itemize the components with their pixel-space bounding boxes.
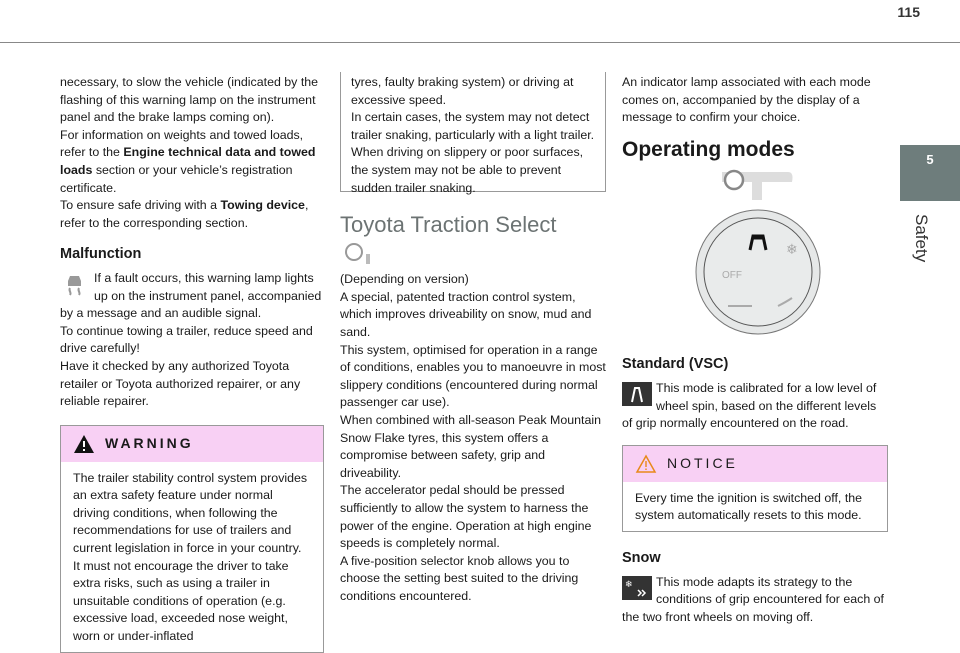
paragraph: A five-position selector knob allows you to choose the setting best suited to the driving conditions encountered. (340, 553, 579, 603)
section-heading: Operating modes (622, 137, 795, 161)
paragraph: If a fault occurs, this warning lamp lights up on the instrument panel, accompanied by a message and an audible signal. (60, 270, 322, 321)
paragraph: This mode is calibrated for a low level of wheel spin, based on the different levels of grip normally encountered on the road. (622, 380, 877, 431)
svg-text:❄: ❄ (625, 578, 633, 589)
paragraph: An indicator lamp associated with each mode comes on, accompanied by the display of a message to confirm your choice. (622, 75, 871, 125)
paragraph: When combined with all-season Peak Mountain Snow Flake tyres, this system offers a compromise between safety, grip and driveability. (340, 412, 602, 480)
section-heading: Standard (VSC) (622, 356, 729, 373)
mode-selector-knob[interactable] (694, 208, 822, 336)
warning-title: WARNING (105, 434, 194, 451)
header-divider (0, 42, 960, 43)
chapter-label: Safety (912, 214, 931, 263)
warning-box (60, 425, 324, 653)
warning-triangle-icon (73, 434, 95, 454)
snow-mode-icon: ❄ (786, 241, 798, 258)
section-heading: Malfunction (60, 246, 142, 263)
section-heading: Snow (622, 549, 661, 566)
notice-title: NOTICE (667, 454, 738, 471)
paragraph: Have it checked by any authorized Toyota retailer or Toyota authorized repairer, or any reliable repairer. (60, 358, 301, 409)
snow-mode-icon (622, 576, 652, 600)
notice-box (622, 445, 888, 532)
chapter-tab[interactable]: 5 (900, 145, 960, 201)
paragraph: The accelerator pedal should be pressed sufficiently to allow the system to harness the power of the engine. Operation at high engine speeds is completely normal. (340, 483, 592, 551)
traction-select-icon (340, 242, 374, 266)
column-1 (60, 74, 324, 653)
warning-continued: tyres, faulty braking system) or driving at excessive speed. In certain cases, the system may not detect trailer snaking, particularly with a light trailer. When driving on slippery or poor surfaces, the system may not be able to prevent sudden trailer snaking. (340, 72, 606, 192)
traction-warning-lamp-icon (60, 272, 90, 296)
paragraph: For information on weights and towed loads, refer to the Engine technical data and towed loads section or your vehicle’s registration certificate. (60, 127, 316, 195)
standard-mode-icon (622, 382, 652, 406)
section-heading: Toyota Traction Select (340, 212, 557, 237)
paragraph: (Depending on version) (340, 272, 469, 287)
warning-text: The trailer stability control system provides an extra safety feature under normal driving conditions, when following the recommendations for use of trailers and current legislation in force in your country. It must not encourage the driver to take extra risks, such as using a trailer in unsuitable conditions of operation (e.g. excessive load, exceeded nose weight, worn or under-inflated (73, 470, 308, 644)
paragraph: To continue towing a trailer, reduce speed and drive carefully! (60, 323, 313, 356)
page-number: 115 (897, 4, 920, 20)
column-2 (340, 74, 606, 605)
paragraph: To ensure safe driving with a Towing device, refer to the corresponding section. (60, 198, 309, 230)
dashboard-illustration-icon (716, 168, 796, 202)
paragraph: necessary, to slow the vehicle (indicated by the flashing of this warning lamp on the instrument panel and the brake lamps coming on). (60, 75, 319, 125)
paragraph: A special, patented traction control system, which improves driveability on snow, mud and sand. (340, 289, 592, 339)
paragraph: ❄ This mode adapts its strategy to the conditions of grip encountered for each of the two front wheels on moving off. (622, 574, 884, 624)
paragraph: This system, optimised for operation in a range of conditions, enables you to manoeuvre in most slippery conditions (encountered during normal passenger car use). (340, 342, 606, 410)
column-3 (622, 74, 888, 626)
notice-text: Every time the ignition is switched off, the system automatically resets to this mode. (635, 490, 863, 523)
notice-triangle-icon (635, 454, 657, 474)
off-mode-label: OFF (722, 270, 742, 282)
